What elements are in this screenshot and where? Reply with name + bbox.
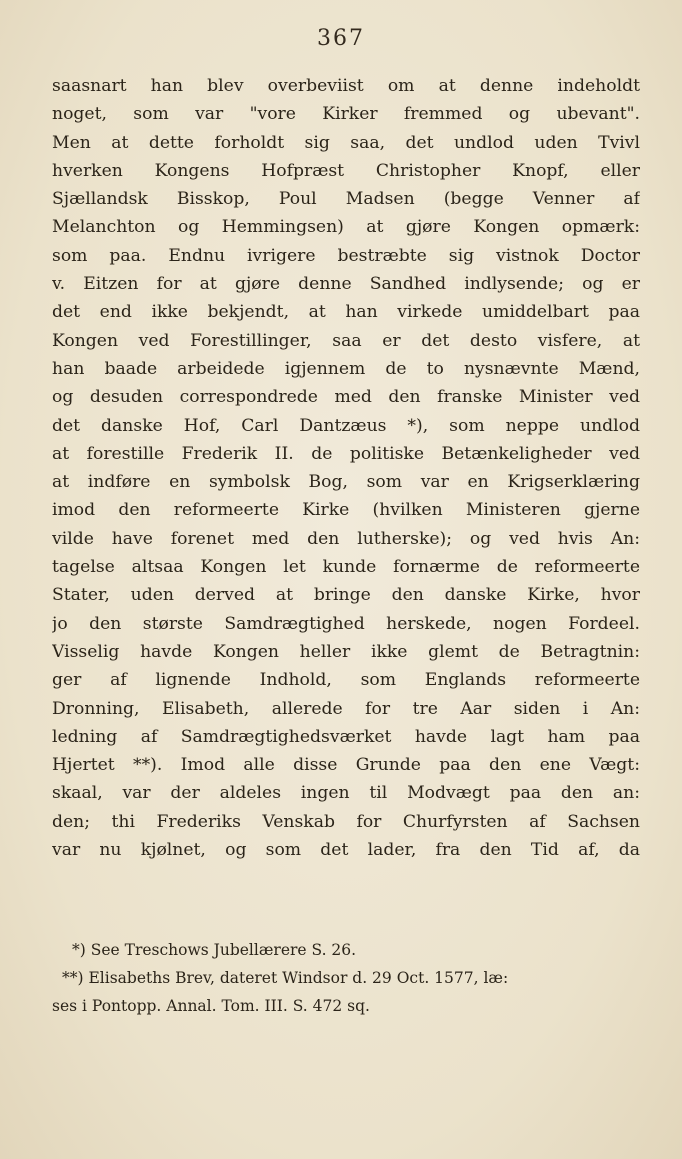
text-line: at forestille Frederik II. de politiske Betænkeligheder ved (52, 443, 640, 464)
text-line: Hjertet **). Imod alle disse Grunde paa den ene Vægt: (52, 755, 640, 776)
text-line: var nu kjølnet, og som det lader, fra den Tid af, da (52, 840, 640, 861)
text-line: imod den reformeerte Kirke (hvilken Ministeren gjerne (52, 500, 640, 521)
text-line: Visselig havde Kongen heller ikke glemt de Betragtnin: (52, 641, 640, 662)
text-line: Stater, uden derved at bringe den danske Kirke, hvor (52, 585, 640, 606)
text-line: som paa. Endnu ivrigere bestræbte sig vistnok Doctor (52, 245, 640, 266)
text-line: at indføre en symbolsk Bog, som var en Krigserklæring (52, 472, 640, 493)
footnotes (52, 936, 640, 1020)
text-line: han baade arbeidede igjennem de to nysnævnte Mænd, (52, 358, 640, 379)
body-text (52, 72, 640, 864)
text-line: Men at dette forholdt sig saa, det undlod uden Tvivl (52, 132, 640, 153)
text-line: det end ikke bekjendt, at han virkede umiddelbart paa (52, 302, 640, 323)
text-line: saasnart han blev overbeviist om at denne indeholdt (52, 76, 640, 96)
text-line: v. Eitzen for at gjøre denne Sandhed indlysende; og er (52, 274, 640, 295)
text-line: Dronning, Elisabeth, allerede for tre Aar siden i An: (52, 698, 640, 719)
text-line: hverken Kongens Hofpræst Christopher Knopf, eller (52, 160, 640, 181)
text-line: skaal, var der aldeles ingen til Modvægt paa den an: (52, 783, 640, 804)
text-line: det danske Hof, Carl Dantzæus *), som neppe undlod (52, 415, 640, 436)
text-line: og desuden correspondrede med den franske Minister ved (52, 387, 640, 408)
text-line: ledning af Samdrægtighedsværket havde lagt ham paa (52, 726, 640, 747)
text-line: Sjællandsk Bisskop, Poul Madsen (begge Venner af (52, 189, 640, 210)
page-number: 367 (317, 26, 365, 51)
footnote-continuation: ses i Pontopp. Annal. Tom. III. S. 472 sq. (52, 997, 370, 1015)
text-line: ger af lignende Indhold, som Englands reformeerte (52, 670, 640, 691)
footnote: *) See Treschows Jubellærere S. 26. (72, 941, 357, 959)
text-line: vilde have forenet med den lutherske); og ved hvis An: (52, 528, 640, 549)
text-line: den; thi Frederiks Venskab for Churfyrsten af Sachsen (52, 811, 640, 832)
text-line: Kongen ved Forestillinger, saa er det desto visfere, at (52, 330, 640, 351)
text-line: Melanchton og Hemmingsen) at gjøre Kongen opmærk: (52, 217, 640, 238)
footnote: **) Elisabeths Brev, dateret Windsor d. 29 Oct. 1577, læ: (62, 969, 509, 987)
text-line: tagelse altsaa Kongen let kunde fornærme de reformeerte (52, 557, 640, 578)
text-line: jo den største Samdrægtighed herskede, nogen Fordeel. (52, 613, 640, 634)
text-line: noget, som var "vore Kirker fremmed og ubevant". (52, 104, 640, 125)
